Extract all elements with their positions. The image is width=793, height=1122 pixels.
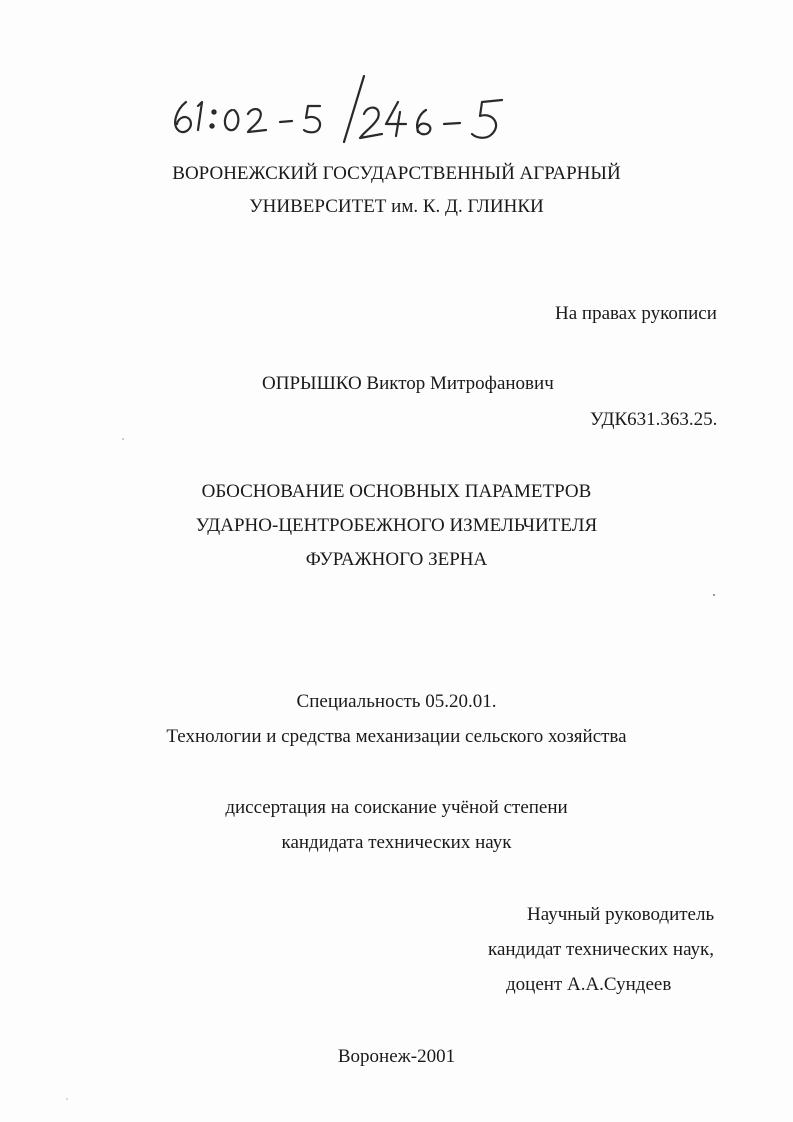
handwritten-archive-code-drawing	[168, 72, 528, 152]
degree-line-1: диссертация на соискание учёной степени	[225, 797, 568, 818]
rights-note: На правах рукописи	[555, 303, 717, 324]
scan-speck	[122, 438, 124, 440]
scan-speck	[713, 594, 715, 596]
specialty-name: Технологии и средства механизации сельского хозяйства	[166, 726, 627, 747]
author-name: ОПРЫШКО Виктор Митрофанович	[262, 373, 554, 394]
scan-speck	[66, 1098, 68, 1100]
institution-line-2: УНИВЕРСИТЕТ им. К. Д. ГЛИНКИ	[249, 196, 544, 217]
title-line-1: ОБОСНОВАНИЕ ОСНОВНЫХ ПАРАМЕТРОВ	[201, 481, 592, 502]
specialty-code: Специальность 05.20.01.	[296, 691, 497, 712]
handwritten-archive-code	[168, 72, 528, 152]
udc-code: УДК631.363.25.	[590, 409, 718, 430]
title-line-2: УДАРНО-ЦЕНТРОБЕЖНОГО ИЗМЕЛЬЧИТЕЛЯ	[195, 515, 598, 536]
title-line-3: ФУРАЖНОГО ЗЕРНА	[305, 549, 488, 570]
supervisor-role: Научный руководитель	[527, 904, 715, 925]
place-year: Воронеж-2001	[337, 1046, 456, 1067]
supervisor-degree: кандидат технических наук,	[488, 939, 715, 960]
institution-line-1: ВОРОНЕЖСКИЙ ГОСУДАРСТВЕННЫЙ АГРАРНЫЙ	[172, 163, 621, 184]
supervisor-name: доцент А.А.Сундеев	[506, 974, 672, 995]
degree-line-2: кандидата технических наук	[281, 832, 512, 853]
